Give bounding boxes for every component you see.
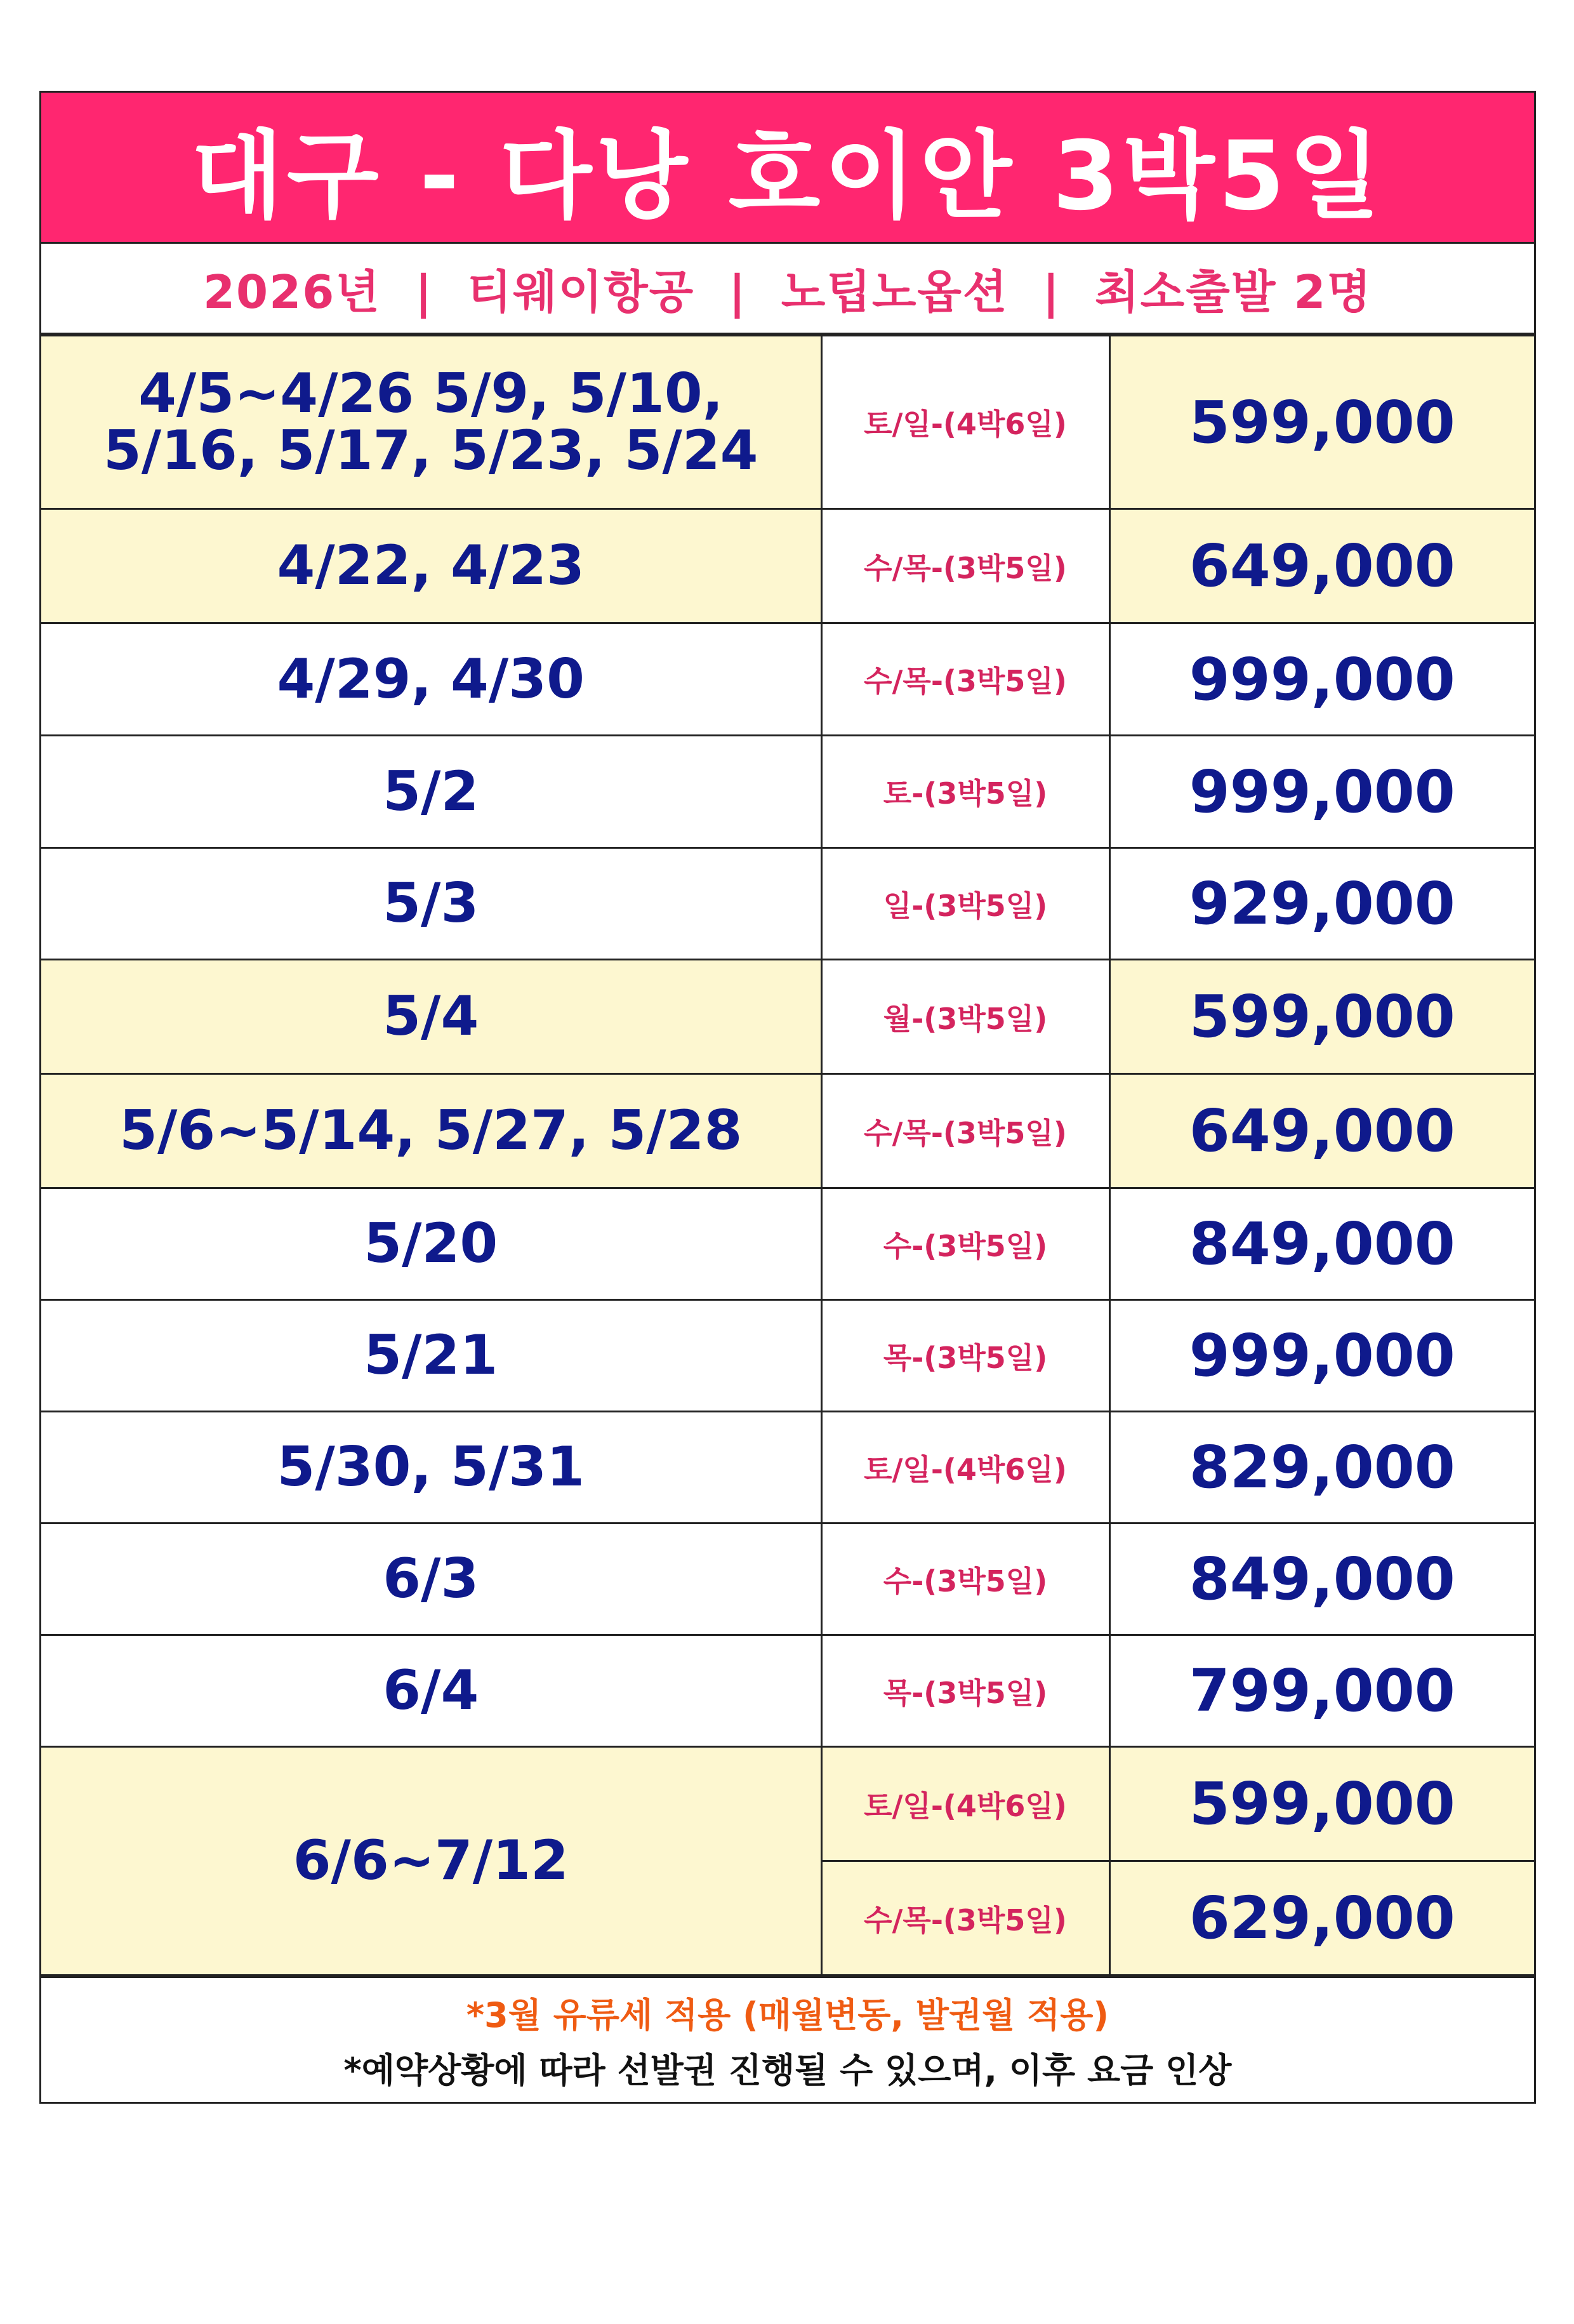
stay-type-cell: 토/일-(4박6일) [821,336,1109,509]
price-sheet [39,91,1536,2104]
price-table [41,335,1534,1976]
stay-type-cell: 토-(3박5일) [821,736,1109,848]
price-cell: 849,000 [1109,1524,1534,1635]
dates-cell: 5/4 [41,960,821,1074]
dates-cell [41,336,821,509]
table-row [41,1412,1534,1524]
table-row [41,1524,1534,1635]
stay-type-cell: 목-(3박5일) [821,1635,1109,1747]
table-row [41,1747,1534,1861]
dates-cell: 6/3 [41,1524,821,1635]
price-cell: 849,000 [1109,1188,1534,1300]
stay-type-cell: 토/일-(4박6일) [821,1412,1109,1524]
dates-cell: 5/21 [41,1300,821,1412]
stay-type-cell: 토/일-(4박6일) [821,1747,1109,1861]
price-cell: 929,000 [1109,848,1534,960]
stay-type-cell: 수/목-(3박5일) [821,509,1109,623]
table-row [41,623,1534,736]
price-cell: 649,000 [1109,509,1534,623]
price-cell: 599,000 [1109,1747,1534,1861]
dates-cell: 4/22, 4/23 [41,509,821,623]
fuel-surcharge-note: *3월 유류세 적용 (매월변동, 발권월 적용) [466,1995,1109,2035]
stay-type-cell: 수-(3박5일) [821,1188,1109,1300]
booking-note: *예약상황에 따라 선발권 진행될 수 있으며, 이후 요금 인상 [343,2050,1232,2090]
table-row [41,509,1534,623]
dates-cell: 5/6~5/14, 5/27, 5/28 [41,1074,821,1188]
price-cell: 999,000 [1109,736,1534,848]
dates-cell: 6/4 [41,1635,821,1747]
table-row [41,1635,1534,1747]
stay-type-cell: 수/목-(3박5일) [821,623,1109,736]
table-row [41,1188,1534,1300]
notes-section [41,1976,1534,2102]
price-cell: 649,000 [1109,1074,1534,1188]
page-title: 대구 - 다낭 호이안 3박5일 [41,93,1534,244]
dates-line: 4/5~4/26 5/9, 5/10, [138,361,724,425]
price-cell: 629,000 [1109,1861,1534,1975]
stay-type-cell: 수/목-(3박5일) [821,1074,1109,1188]
stay-type-cell: 월-(3박5일) [821,960,1109,1074]
price-cell: 999,000 [1109,623,1534,736]
table-row [41,848,1534,960]
table-row [41,336,1534,509]
dates-cell: 5/3 [41,848,821,960]
stay-type-cell: 목-(3박5일) [821,1300,1109,1412]
price-cell: 599,000 [1109,960,1534,1074]
stay-type-cell: 수/목-(3박5일) [821,1861,1109,1975]
table-row [41,736,1534,848]
table-row [41,1300,1534,1412]
dates-cell: 6/6~7/12 [41,1747,821,1975]
stay-type-cell: 일-(3박5일) [821,848,1109,960]
dates-cell: 5/20 [41,1188,821,1300]
stay-type-cell: 수-(3박5일) [821,1524,1109,1635]
price-cell: 999,000 [1109,1300,1534,1412]
table-row [41,960,1534,1074]
dates-cell: 5/30, 5/31 [41,1412,821,1524]
price-cell: 799,000 [1109,1635,1534,1747]
price-cell: 829,000 [1109,1412,1534,1524]
dates-line: 5/16, 5/17, 5/23, 5/24 [103,419,758,482]
price-cell: 599,000 [1109,336,1534,509]
dates-cell: 4/29, 4/30 [41,623,821,736]
table-row [41,1074,1534,1188]
dates-cell: 5/2 [41,736,821,848]
page-subtitle: 2026년 | 티웨이항공 | 노팁노옵션 | 최소출발 2명 [41,244,1534,335]
